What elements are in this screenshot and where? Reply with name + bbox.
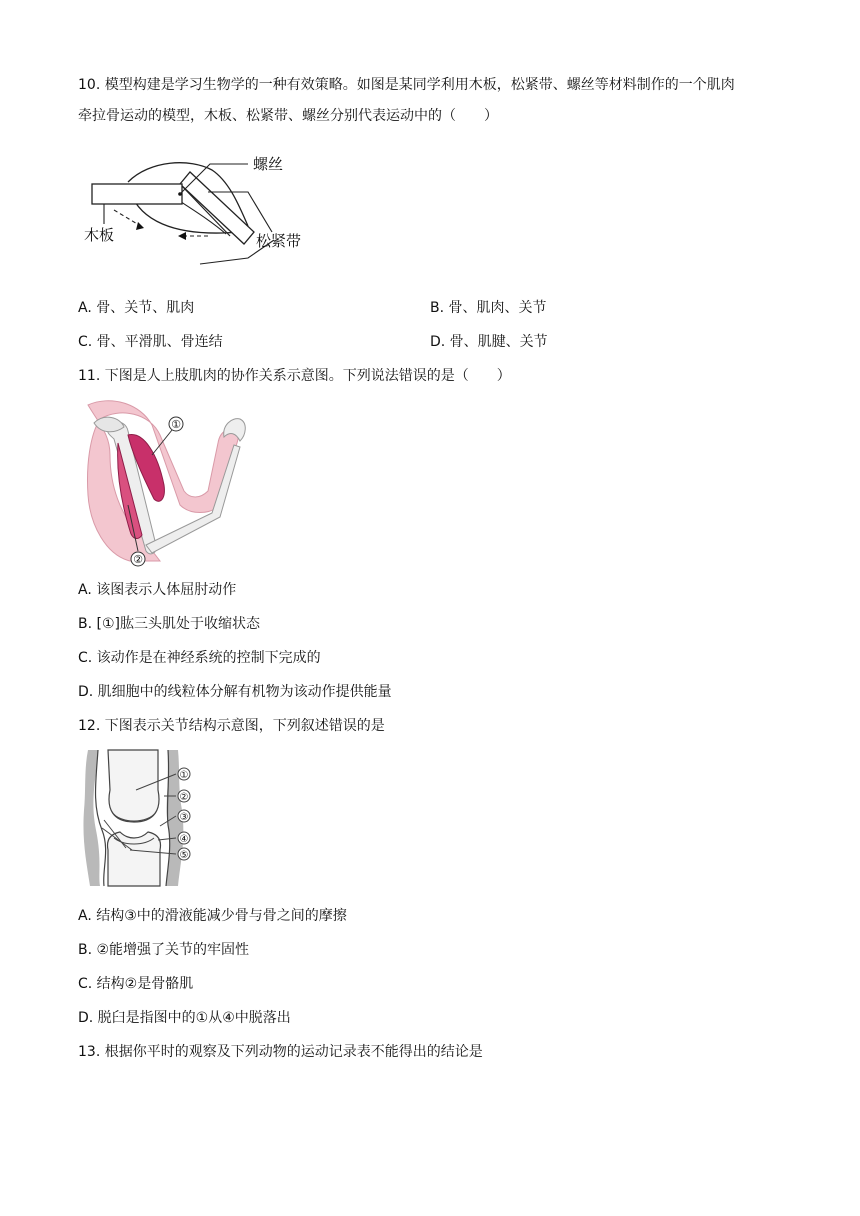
q12-joint-figure bbox=[80, 750, 220, 890]
q10-label-board: 木板 bbox=[84, 226, 115, 244]
q11-option-a: A. 该图表示人体屈肘动作 bbox=[78, 582, 237, 598]
q11-option-b: B. [①]肱三头肌处于收缩状态 bbox=[78, 616, 260, 632]
q10-option-b: B. 骨、肌肉、关节 bbox=[430, 300, 547, 316]
q12-label-2: ② bbox=[179, 792, 189, 803]
q11-option-c: C. 该动作是在神经系统的控制下完成的 bbox=[78, 650, 321, 666]
q10-label-band: 松紧带 bbox=[256, 232, 302, 250]
q11-label-2: ② bbox=[133, 553, 143, 566]
q10-label-screw: 螺丝 bbox=[253, 155, 284, 173]
q12-option-a: A. 结构③中的滑液能减少骨与骨之间的摩擦 bbox=[78, 908, 347, 924]
q11-arm-figure bbox=[80, 395, 250, 575]
q10-option-c: C. 骨、平滑肌、骨连结 bbox=[78, 334, 223, 350]
q10-option-d: D. 骨、肌腱、关节 bbox=[430, 334, 548, 350]
q13-stem: 13. 根据你平时的观察及下列动物的运动记录表不能得出的结论是 bbox=[78, 1044, 483, 1060]
q12-label-1: ① bbox=[179, 770, 189, 781]
q12-option-d: D. 脱臼是指图中的①从④中脱落出 bbox=[78, 1010, 291, 1026]
q12-option-c: C. 结构②是骨骼肌 bbox=[78, 976, 194, 992]
q11-option-d: D. 肌细胞中的线粒体分解有机物为该动作提供能量 bbox=[78, 684, 392, 700]
q12-label-3: ③ bbox=[179, 812, 189, 823]
q12-stem: 12. 下图表示关节结构示意图，下列叙述错误的是 bbox=[78, 718, 385, 734]
q11-stem: 11. 下图是人上肢肌肉的协作关系示意图。下列说法错误的是（ ） bbox=[78, 368, 511, 384]
q12-label-4: ④ bbox=[179, 834, 189, 845]
q10-stem-line2: 牵拉骨运动的模型，木板、松紧带、螺丝分别代表运动中的（ ） bbox=[78, 108, 498, 124]
q10-model-figure bbox=[80, 148, 320, 273]
q11-label-1: ① bbox=[171, 418, 181, 431]
q10-stem-line1: 10. 模型构建是学习生物学的一种有效策略。如图是某同学利用木板，松紧带、螺丝等材料制作的一个肌肉 bbox=[78, 77, 735, 93]
q10-option-a: A. 骨、关节、肌肉 bbox=[78, 300, 195, 316]
q12-option-b: B. ②能增强了关节的牢固性 bbox=[78, 942, 250, 958]
q12-label-5: ⑤ bbox=[179, 850, 189, 861]
